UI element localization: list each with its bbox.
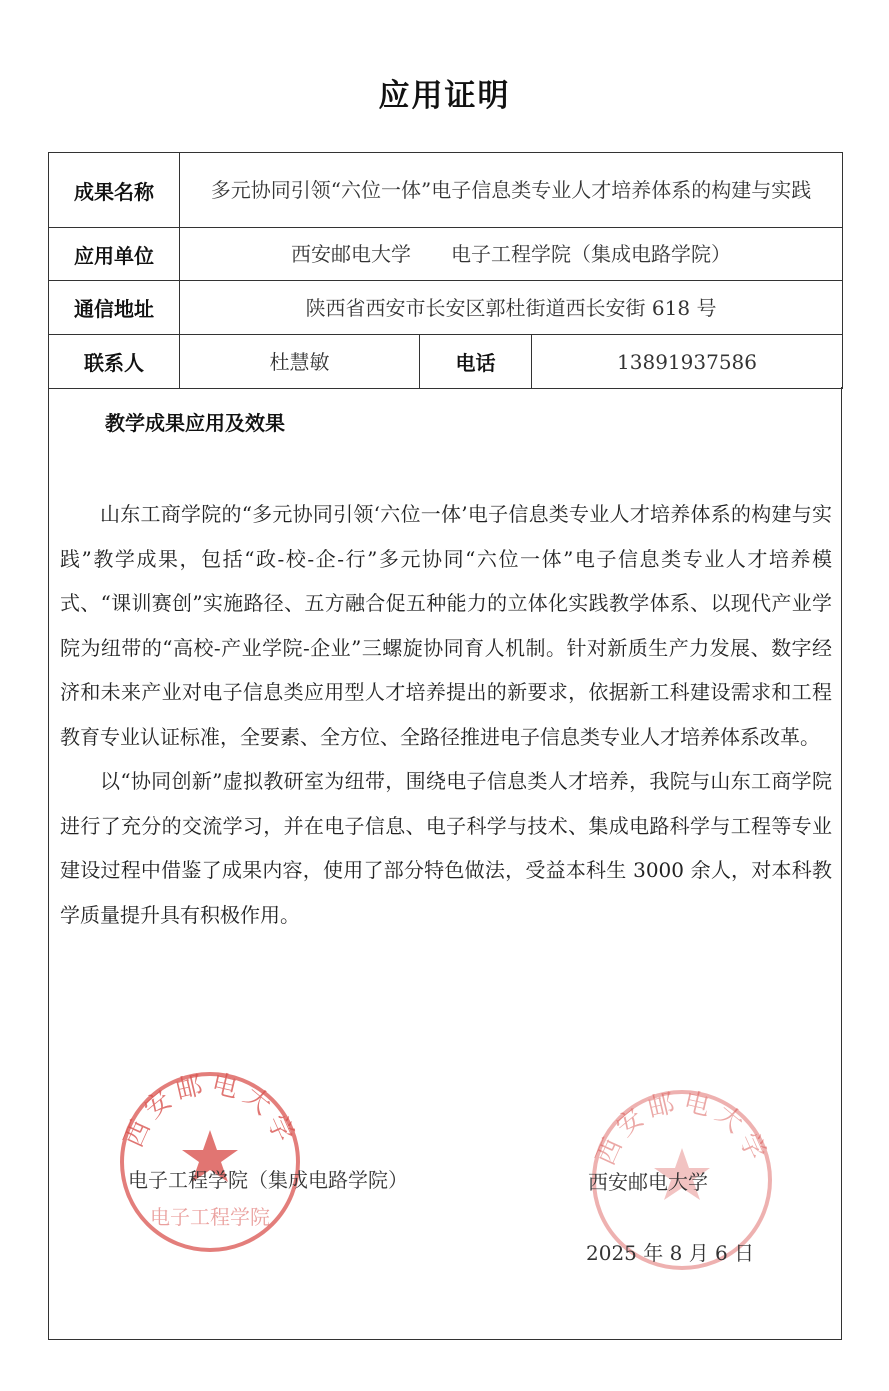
info-table [48, 152, 843, 389]
unit-label: 应用单位 [49, 228, 180, 281]
row-address [49, 281, 843, 335]
section-heading: 教学成果应用及效果 [105, 411, 285, 435]
achievement-label: 成果名称 [49, 153, 180, 228]
document-title: 应用证明 [378, 78, 511, 114]
contact-label: 联系人 [49, 335, 180, 389]
row-achievement [49, 153, 843, 228]
college-seal [110, 1062, 310, 1262]
row-contact [49, 335, 843, 389]
phone-value: 13891937586 [532, 335, 843, 389]
college-seal-arc-text: 西安邮电大学 [118, 1069, 302, 1153]
signature-date: 2025 年 8 月 6 日 [586, 1241, 755, 1265]
body-text [60, 492, 832, 937]
unit-university: 西安邮电大学 [291, 242, 411, 266]
paragraph-2: 以“协同创新”虚拟教研室为纽带，围绕电子信息类人才培养，我院与山东工商学院进行了充分的交流学习，并在电子信息、电子科学与技术、集成电路科学与工程等专业建设过程中借鉴了成果内容，使用了部分特色做法，受益本科生 3000 余人，对本科教学质量提升具有积极作用。 [60, 769, 832, 927]
unit-college: 电子工程学院（集成电路学院） [451, 242, 731, 266]
paragraph-1: 山东工商学院的“多元协同引领‘六位一体’电子信息类专业人才培养体系的构建与实践”教学成果，包括“政-校-企-行”多元协同“六位一体”电子信息类专业人才培养模式、“课训赛创”实施路径、五方融合促五种能力的立体化实践教学体系、以现代产业学院为纽带的“高校-产业学院-企业”三螺旋协同育人机制。针对新质生产力发展、数字经济和未来产业对电子信息类应用型人才培养提出的新要求，依据新工科建设需求和工程教育专业认证标准，全要素、全方位、全路径推进电子信息类专业人才培养体系改革。 [60, 502, 832, 749]
contact-value: 杜慧敏 [180, 335, 420, 389]
address-value: 陕西省西安市长安区郭杜街道西长安街 618 号 [180, 281, 843, 335]
phone-label: 电话 [420, 335, 532, 389]
university-seal-arc-text: 西安邮电大学 [590, 1087, 774, 1171]
unit-value [180, 228, 843, 281]
university-signature: 西安邮电大学 [588, 1170, 708, 1194]
college-seal-bottom-text: 电子工程学院 [150, 1205, 270, 1229]
achievement-value: 多元协同引领“六位一体”电子信息类专业人才培养体系的构建与实践 [180, 153, 843, 228]
college-signature: 电子工程学院（集成电路学院） [128, 1168, 408, 1192]
row-unit [49, 228, 843, 281]
address-label: 通信地址 [49, 281, 180, 335]
